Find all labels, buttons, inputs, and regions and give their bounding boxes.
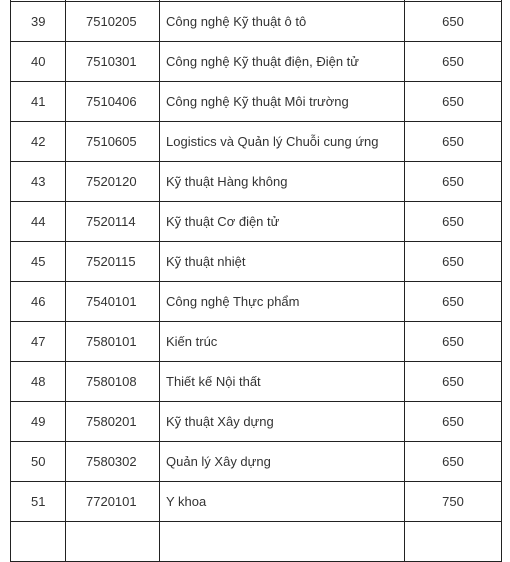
row-score: 650 [405, 362, 502, 402]
row-code: 7510605 [66, 122, 160, 162]
row-stt: 51 [11, 482, 66, 522]
table-row [11, 202, 502, 242]
row-score: 650 [405, 82, 502, 122]
table-row [11, 42, 502, 82]
table-row [11, 362, 502, 402]
table-row [11, 442, 502, 482]
row-name: Y khoa [160, 482, 405, 522]
admission-table [10, 0, 502, 562]
row-stt: 41 [11, 82, 66, 122]
row-name: Quản lý Xây dựng [160, 442, 405, 482]
table-row [11, 122, 502, 162]
row-code: 7520120 [66, 162, 160, 202]
row-score: 650 [405, 202, 502, 242]
row-stt: 39 [11, 2, 66, 42]
row-name: Công nghệ Thực phẩm [160, 282, 405, 322]
row-code: 7520115 [66, 242, 160, 282]
row-stt: 43 [11, 162, 66, 202]
row-code: 7580108 [66, 362, 160, 402]
row-score: 650 [405, 2, 502, 42]
row-stt: 42 [11, 122, 66, 162]
row-name: Công nghệ Kỹ thuật Môi trường [160, 82, 405, 122]
row-code: 7510406 [66, 82, 160, 122]
row-score: 650 [405, 162, 502, 202]
row-stt: 49 [11, 402, 66, 442]
row-score: 650 [405, 242, 502, 282]
row-stt [11, 522, 66, 562]
row-score: 650 [405, 442, 502, 482]
row-stt: 44 [11, 202, 66, 242]
table-row [11, 482, 502, 522]
row-score: 650 [405, 402, 502, 442]
row-name: Kỹ thuật Hàng không [160, 162, 405, 202]
row-score: 650 [405, 122, 502, 162]
row-code: 7510205 [66, 2, 160, 42]
table-row [11, 322, 502, 362]
row-stt: 46 [11, 282, 66, 322]
row-score: 650 [405, 282, 502, 322]
row-name: Thiết kế Nội thất [160, 362, 405, 402]
row-code: 7510301 [66, 42, 160, 82]
row-score: 750 [405, 482, 502, 522]
row-score: 650 [405, 322, 502, 362]
table-row [11, 242, 502, 282]
row-stt: 48 [11, 362, 66, 402]
row-name: Công nghệ Kỹ thuật ô tô [160, 2, 405, 42]
row-name: Công nghệ Kỹ thuật điện, Điện tử [160, 42, 405, 82]
row-code: 7580201 [66, 402, 160, 442]
row-score: 650 [405, 42, 502, 82]
row-name: Kiến trúc [160, 322, 405, 362]
row-name: Kỹ thuật Cơ điện tử [160, 202, 405, 242]
table-row [11, 282, 502, 322]
row-code: 7540101 [66, 282, 160, 322]
table-row [11, 2, 502, 42]
row-stt: 45 [11, 242, 66, 282]
row-code: 7580101 [66, 322, 160, 362]
row-stt: 40 [11, 42, 66, 82]
table-row [11, 162, 502, 202]
row-name: Logistics và Quản lý Chuỗi cung ứng [160, 122, 405, 162]
row-name: Kỹ thuật Xây dựng [160, 402, 405, 442]
table-row [11, 82, 502, 122]
row-name [160, 522, 405, 562]
table-body [11, 0, 502, 562]
table-row [11, 402, 502, 442]
row-stt: 47 [11, 322, 66, 362]
row-score [405, 522, 502, 562]
row-stt: 50 [11, 442, 66, 482]
row-code: 7520114 [66, 202, 160, 242]
table-row [11, 522, 502, 562]
row-code [66, 522, 160, 562]
row-code: 7720101 [66, 482, 160, 522]
row-name: Kỹ thuật nhiệt [160, 242, 405, 282]
row-code: 7580302 [66, 442, 160, 482]
